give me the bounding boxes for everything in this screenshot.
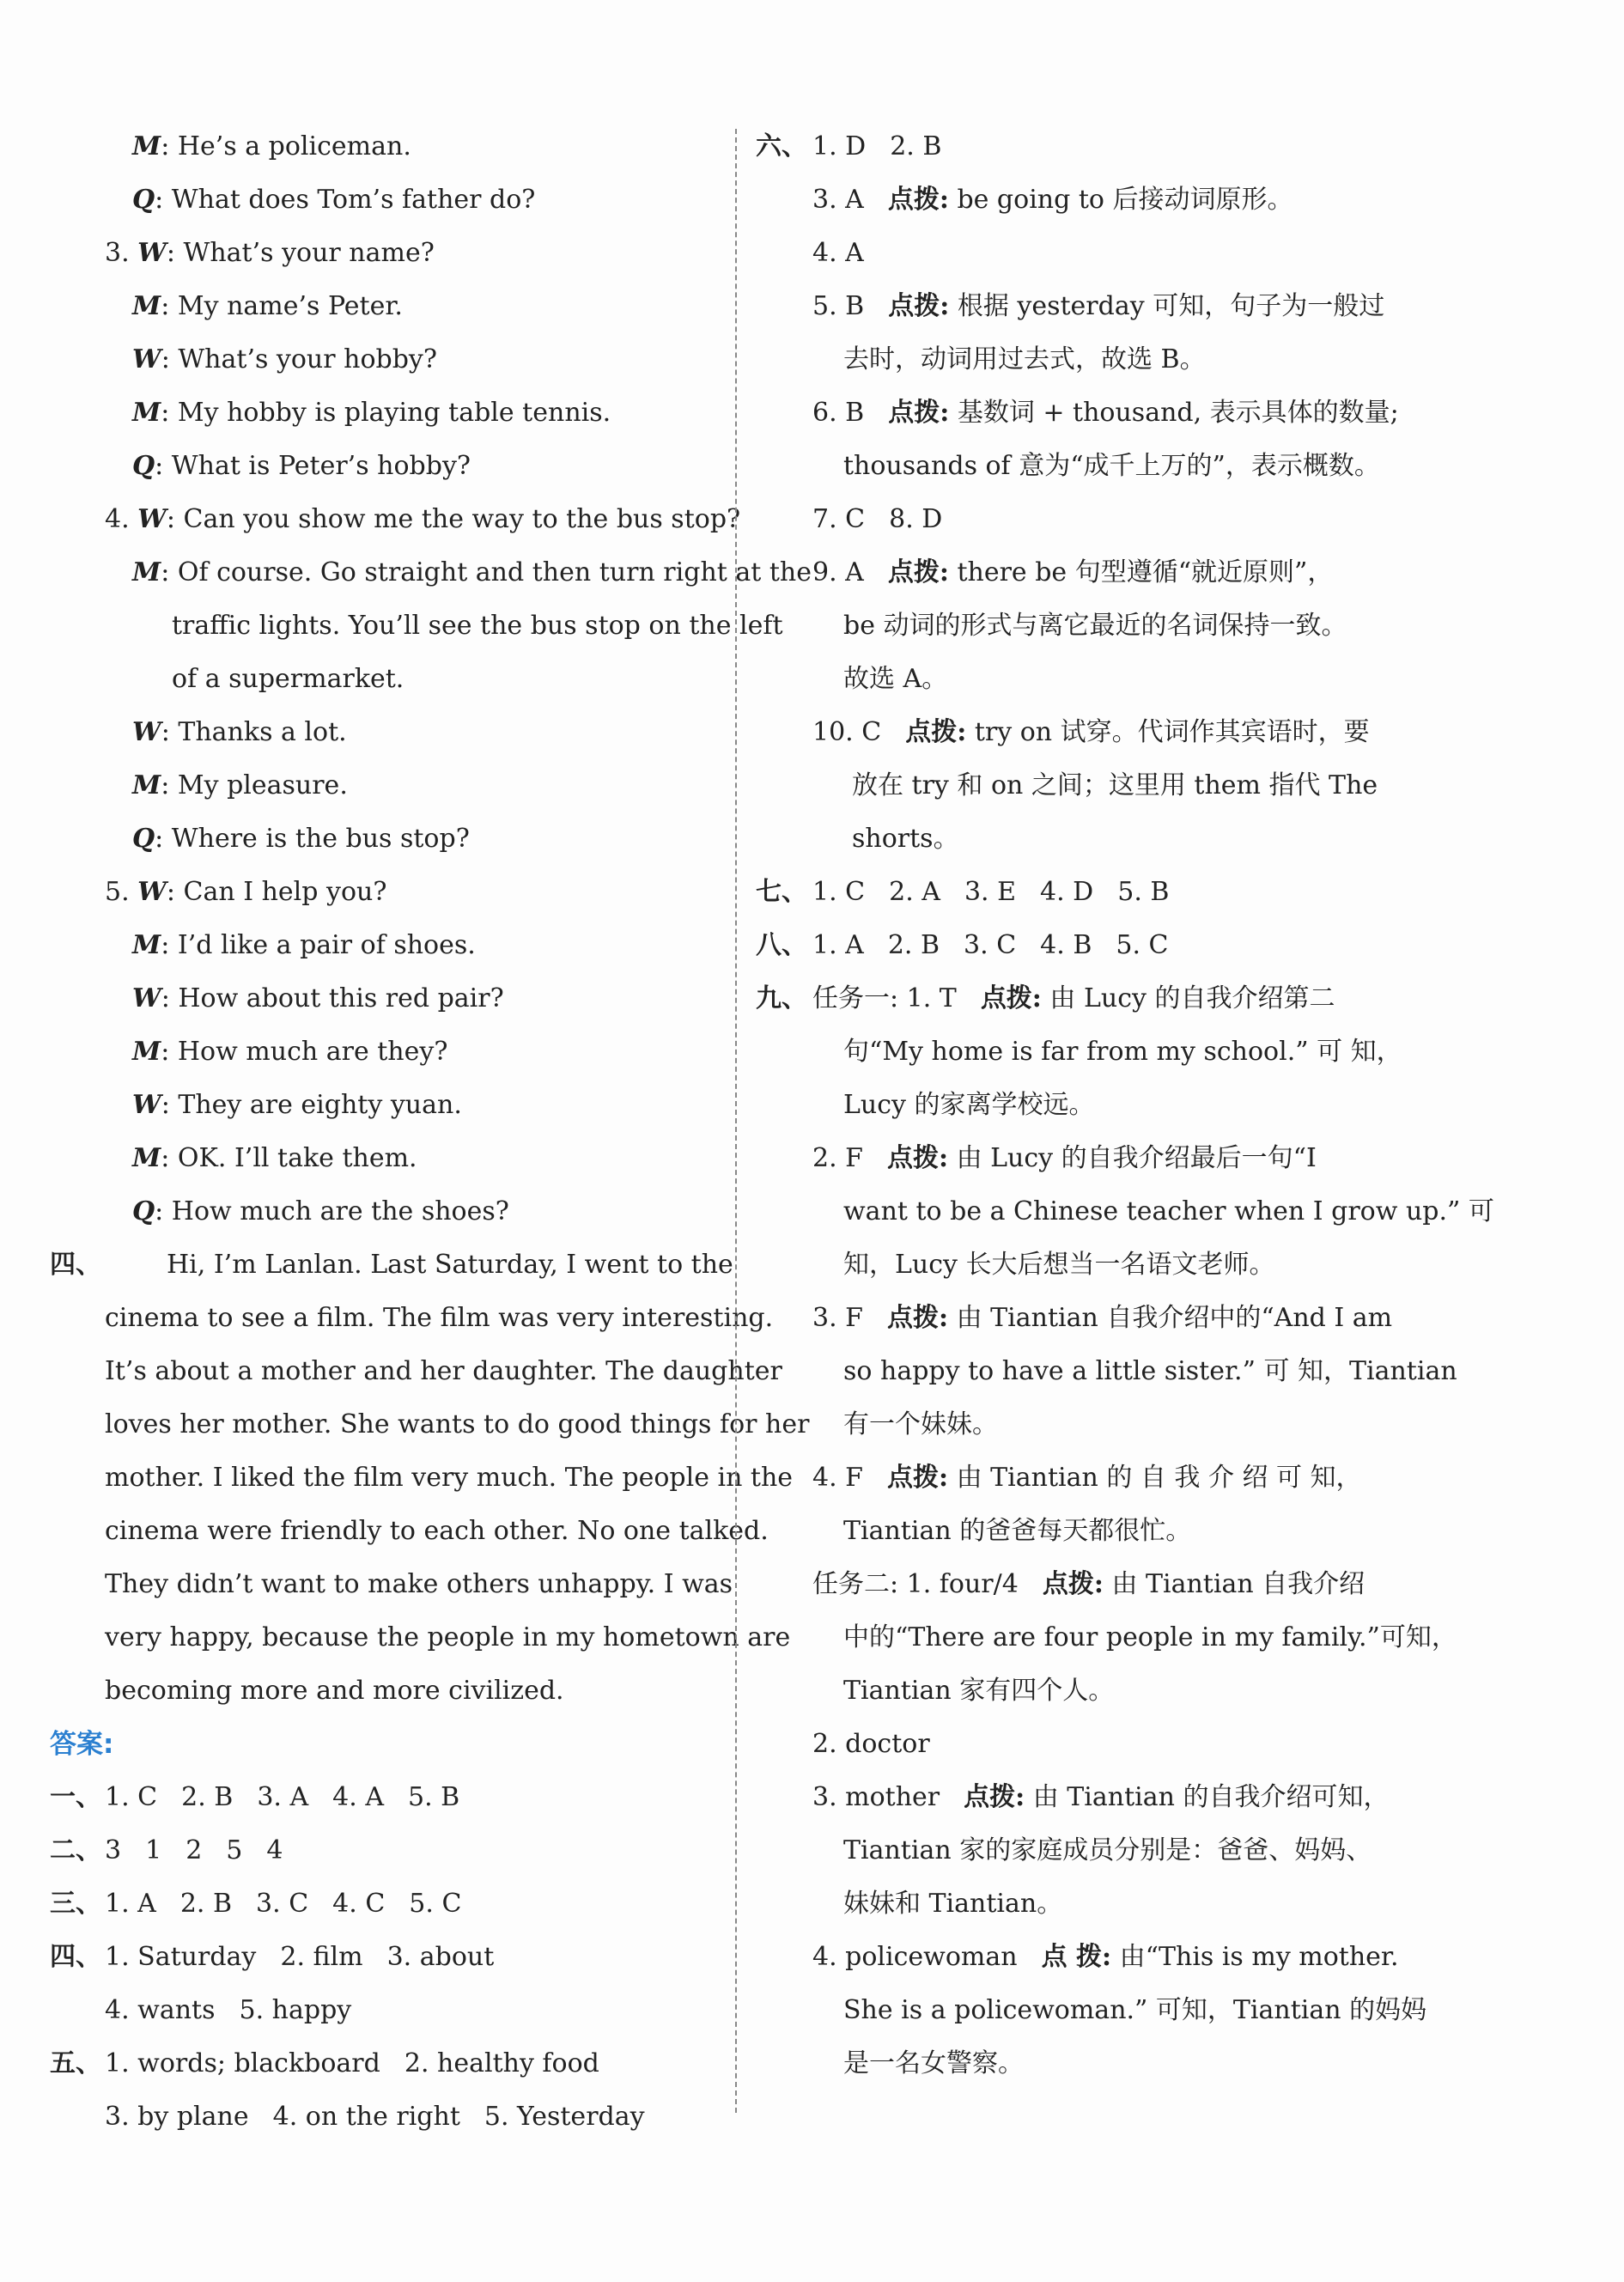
- explanation-line: [756, 919, 1434, 972]
- section-label: 六、: [756, 131, 807, 161]
- explanation-line: [756, 1345, 1457, 1398]
- explanation-text: 2. F: [812, 1143, 863, 1173]
- answer-item: 3: [105, 1835, 122, 1865]
- listening-transcript: [50, 120, 812, 1238]
- explanation-text: thousands of 意为“成千上万的”，表示概数。: [843, 451, 1380, 481]
- answer-item: 5. B: [408, 1782, 460, 1812]
- answer-item: 3. C: [256, 1889, 309, 1919]
- answer-item: 1. words; blackboard: [105, 2048, 380, 2078]
- dialog-text: : OK. I’ll take them.: [161, 1143, 417, 1173]
- answer-item: 1: [145, 1835, 162, 1865]
- explanation-text: 10. C: [812, 717, 882, 747]
- explanation-text: so happy to have a little sister.” 可 知，Tiantian: [843, 1356, 1457, 1386]
- answer-item: 5. Yesterday: [484, 2102, 645, 2132]
- passage-line: They didn’t want to make others unhappy. I was: [105, 1569, 733, 1599]
- explanation-line: [756, 173, 1434, 227]
- explanation-line: [756, 1238, 1434, 1292]
- dialog-text: : Can I help you?: [166, 877, 387, 907]
- hint-label: 点拨:: [905, 717, 967, 747]
- explanation-text: 3. mother: [812, 1782, 940, 1812]
- passage-line: Hi, I’m Lanlan. Last Saturday, I went to the: [167, 1250, 733, 1280]
- explanation-text: 3. C: [964, 930, 1017, 960]
- explanation-line: [756, 1292, 1434, 1345]
- dialog-line: [50, 919, 720, 972]
- speaker-label: Q: [132, 185, 155, 215]
- passage-line: mother. I liked the film very much. The people in the: [105, 1463, 794, 1493]
- dialog-line: [50, 280, 720, 333]
- explanation-text: 2. doctor: [812, 1729, 930, 1759]
- hint-label: 点 拨:: [1041, 1942, 1112, 1972]
- explanation-text: 任务一: 1. T: [812, 983, 957, 1013]
- explanation-text: 9. A: [812, 557, 864, 587]
- dialog-line: [50, 599, 783, 653]
- section-4-label: 四、: [50, 1250, 101, 1280]
- dialog-text: : What’s your hobby?: [161, 344, 437, 374]
- explanation-line: [756, 1771, 1434, 1824]
- explanation-text: 5. C: [1116, 930, 1169, 960]
- explanation-text: 有一个妹妹。: [843, 1409, 998, 1439]
- explanation-line: [756, 1451, 1434, 1505]
- explanation-text: 由 Lucy 的自我介绍最后一句“I: [948, 1143, 1317, 1173]
- right-column: [756, 120, 1494, 2090]
- explanation-text: 放在 try 和 on 之间；这里用 them 指代 The: [852, 770, 1378, 800]
- explanation-text: 中的“There are four people in my family.”可知，: [843, 1622, 1457, 1652]
- speaker-label: W: [137, 504, 167, 534]
- explanation-text: Tiantian 家的家庭成员分别是：爸爸、妈妈、: [843, 1835, 1372, 1865]
- explanation-text: 5. B: [812, 291, 865, 321]
- dialog-text: : Can you show me the way to the bus stop?: [166, 504, 741, 534]
- dialog-line: [50, 1185, 720, 1238]
- speaker-label: W: [132, 717, 161, 747]
- speaker-label: M: [132, 398, 161, 428]
- explanation-text: try on 试穿。代词作其宾语时，要: [966, 717, 1370, 747]
- speaker-label: Q: [132, 451, 155, 481]
- hint-label: 点拨:: [887, 185, 949, 215]
- speaker-label: W: [132, 983, 161, 1013]
- hint-label: 点拨:: [887, 557, 949, 587]
- item-number: 3.: [105, 238, 138, 268]
- explanation-text: 3. E: [964, 877, 1017, 907]
- explanation-text: 1. C: [812, 877, 866, 907]
- dialog-line: [50, 493, 741, 546]
- answer-item: 1. Saturday: [105, 1942, 257, 1972]
- explanation-line: [756, 1079, 1434, 1132]
- explanation-text: Tiantian 家有四个人。: [843, 1676, 1115, 1706]
- explanation-line: [756, 1877, 1434, 1931]
- dialog-line: [50, 812, 720, 866]
- explanation-text: She is a policewoman.” 可知，Tiantian 的妈妈: [843, 1995, 1427, 2025]
- dialog-line: [50, 653, 720, 706]
- answer-item: 5. happy: [239, 1995, 352, 2025]
- dialog-line: [50, 866, 720, 919]
- explanation-line: [756, 1558, 1434, 1611]
- answer-row: [50, 1931, 720, 1984]
- dialog-line: [50, 759, 720, 812]
- explanation-line: [756, 493, 1434, 546]
- answer-section-label: 三、: [50, 1889, 101, 1919]
- answer-item: 2. B: [181, 1782, 234, 1812]
- explanation-text: 由 Tiantian 的 自 我 介 绍 可 知，: [948, 1463, 1362, 1493]
- explanation-text: 由 Lucy 的自我介绍第二: [1041, 983, 1335, 1013]
- answer-row: [50, 2090, 720, 2144]
- dialog-line: [50, 227, 720, 280]
- answer-item: 1. A: [105, 1889, 156, 1919]
- dialog-line: [50, 120, 720, 173]
- answer-row: [50, 1984, 720, 2037]
- answer-section-label: 四、: [50, 1942, 101, 1972]
- explanation-text: 1. A: [812, 930, 864, 960]
- hint-label: 点拨:: [886, 1303, 949, 1333]
- speaker-label: M: [132, 770, 161, 800]
- passage-line: becoming more and more civilized.: [105, 1676, 564, 1706]
- answer-row: [50, 1824, 720, 1877]
- section-label: 九、: [756, 983, 807, 1013]
- answer-section-label: 二、: [50, 1835, 101, 1865]
- explanation-text: 5. B: [1117, 877, 1170, 907]
- dialog-text: : What is Peter’s hobby?: [155, 451, 471, 481]
- answer-item: 3. about: [386, 1942, 495, 1972]
- explanation-text: 3. A: [812, 185, 864, 215]
- explanation-text: 2. B: [890, 131, 942, 161]
- answer-item: 2. film: [280, 1942, 363, 1972]
- speaker-label: M: [132, 1037, 161, 1067]
- speaker-label: Q: [132, 824, 155, 854]
- dialog-text: : How much are the shoes?: [155, 1196, 509, 1226]
- dialog-line: [50, 1079, 720, 1132]
- explanation-line: [756, 440, 1434, 493]
- explanation-line: [756, 812, 1434, 866]
- explanation-line: [756, 653, 1434, 706]
- dialog-text: traffic lights. You’ll see the bus stop on the left: [172, 611, 783, 641]
- answer-item: 4. wants: [105, 1995, 216, 2025]
- explanation-text: 2. A: [889, 877, 940, 907]
- explanation-text: 3. F: [812, 1303, 863, 1333]
- left-column: [50, 120, 812, 2144]
- explanation-text: 4. policewoman: [812, 1942, 1018, 1972]
- answer-explanations: [756, 120, 1494, 2090]
- answer-item: 4: [266, 1835, 283, 1865]
- answer-row: [50, 1877, 720, 1931]
- answer-item: 1. C: [105, 1782, 158, 1812]
- explanation-text: Tiantian 的爸爸每天都很忙。: [843, 1516, 1192, 1546]
- dialog-text: : Thanks a lot.: [161, 717, 347, 747]
- answer-item: 2. B: [179, 1889, 233, 1919]
- explanation-line: [756, 280, 1434, 333]
- answer-item: 5. C: [409, 1889, 462, 1919]
- hint-label: 点拨:: [888, 291, 950, 321]
- explanation-text: 任务二: 1. four/4: [812, 1569, 1019, 1599]
- explanation-text: 2. B: [887, 930, 940, 960]
- explanation-line: [756, 386, 1434, 440]
- answers-title: 答案:: [50, 1729, 114, 1760]
- explanation-text: 由“This is my mother.: [1111, 1942, 1399, 1972]
- explanation-line: [756, 972, 1434, 1025]
- dialog-line: [50, 440, 720, 493]
- explanation-line: [756, 120, 1434, 173]
- explanation-text: 4. F: [812, 1463, 863, 1493]
- hint-label: 点拨:: [1042, 1569, 1104, 1599]
- explanation-text: 8. D: [889, 504, 943, 534]
- speaker-label: M: [132, 930, 161, 960]
- explanation-text: be 动词的形式与离它最近的名词保持一致。: [843, 611, 1347, 641]
- explanation-text: there be 句型遵循“就近原则”，: [948, 557, 1334, 587]
- speaker-label: W: [132, 344, 161, 374]
- dialog-text: : They are eighty yuan.: [161, 1090, 462, 1120]
- explanation-text: 1. D: [812, 131, 867, 161]
- explanation-line: [756, 1132, 1434, 1185]
- passage-line: cinema to see a film. The film was very interesting.: [105, 1303, 774, 1333]
- dialog-line: [50, 1132, 720, 1185]
- dialog-text: : How about this red pair?: [161, 983, 504, 1013]
- dialog-line: [50, 173, 720, 227]
- explanation-line: [756, 2037, 1434, 2090]
- dialog-text: : My hobby is playing table tennis.: [161, 398, 611, 428]
- explanation-text: Lucy 的家离学校远。: [843, 1090, 1095, 1120]
- dialog-text: : Where is the bus stop?: [155, 824, 470, 854]
- explanation-text: 由 Tiantian 的自我介绍可知，: [1025, 1782, 1390, 1812]
- explanation-line: [756, 1611, 1457, 1664]
- explanation-line: [756, 1824, 1434, 1877]
- dialog-line: [50, 706, 720, 759]
- speaker-label: W: [137, 877, 167, 907]
- explanation-text: 妹妹和 Tiantian。: [843, 1889, 1063, 1919]
- hint-label: 点拨:: [964, 1782, 1025, 1812]
- dialog-text: : He’s a policeman.: [161, 131, 411, 161]
- explanation-line: [756, 1185, 1494, 1238]
- answer-row: [50, 2037, 720, 2090]
- explanation-text: 基数词 + thousand, 表示具体的数量;: [949, 398, 1399, 428]
- explanation-text: 故选 A。: [843, 664, 948, 694]
- item-number: 4.: [105, 504, 138, 534]
- item-number: 5.: [105, 877, 138, 907]
- section-4-passage: [50, 1238, 810, 1718]
- explanation-line: [756, 706, 1434, 759]
- speaker-label: M: [132, 557, 161, 587]
- explanation-line: [756, 599, 1434, 653]
- answer-item: 5: [226, 1835, 243, 1865]
- explanation-text: 4. D: [1040, 877, 1094, 907]
- hint-label: 点拨:: [886, 1463, 949, 1493]
- section-label: 七、: [756, 877, 807, 907]
- explanation-text: 由 Tiantian 自我介绍: [1103, 1569, 1365, 1599]
- hint-label: 点拨:: [888, 398, 950, 428]
- answer-item: 3. by plane: [105, 2102, 249, 2132]
- explanation-line: [756, 1025, 1434, 1079]
- explanation-line: [756, 866, 1434, 919]
- answer-section-label: 一、: [50, 1782, 101, 1812]
- answers-list: [50, 1771, 720, 2144]
- answer-row: [50, 1771, 720, 1824]
- speaker-label: W: [132, 1090, 161, 1120]
- explanation-text: 根据 yesterday 可知，句子为一般过: [949, 291, 1385, 321]
- passage-line: cinema were friendly to each other. No one talked.: [105, 1516, 769, 1546]
- explanation-text: 是一名女警察。: [843, 2048, 1024, 2078]
- passage-line: very happy, because the people in my hometown are: [105, 1622, 791, 1652]
- answer-item: 2: [186, 1835, 203, 1865]
- explanation-line: [756, 1718, 1434, 1771]
- explanation-text: 由 Tiantian 自我介绍中的“And I am: [948, 1303, 1393, 1333]
- explanation-line: [756, 1664, 1434, 1718]
- explanation-text: shorts。: [852, 824, 959, 854]
- explanation-line: [756, 333, 1434, 386]
- explanation-line: [756, 1984, 1434, 2037]
- explanation-line: [756, 1931, 1434, 1984]
- explanation-text: 知，Lucy 长大后想当一名语文老师。: [843, 1250, 1275, 1280]
- dialog-line: [50, 333, 720, 386]
- explanation-text: 7. C: [812, 504, 866, 534]
- answer-item: 2. healthy food: [404, 2048, 599, 2078]
- answer-section-label: 五、: [50, 2048, 101, 2078]
- explanation-text: want to be a Chinese teacher when I grow up.” 可: [843, 1196, 1494, 1226]
- dialog-text: : My name’s Peter.: [161, 291, 403, 321]
- dialog-line: [50, 546, 812, 599]
- explanation-text: 6. B: [812, 398, 865, 428]
- speaker-label: M: [132, 131, 161, 161]
- dialog-text: : My pleasure.: [161, 770, 348, 800]
- speaker-label: Q: [132, 1196, 155, 1226]
- dialog-line: [50, 972, 720, 1025]
- explanation-text: 4. A: [812, 238, 864, 268]
- passage-line: loves her mother. She wants to do good things for her: [105, 1409, 810, 1439]
- explanation-text: be going to 后接动词原形。: [948, 185, 1293, 215]
- answer-item: 4. on the right: [272, 2102, 460, 2132]
- answer-item: 3. A: [257, 1782, 309, 1812]
- dialog-text: : Of course. Go straight and then turn right at the: [161, 557, 812, 587]
- dialog-text: : What does Tom’s father do?: [155, 185, 536, 215]
- passage-line: It’s about a mother and her daughter. The daughter: [105, 1356, 782, 1386]
- explanation-line: [756, 1505, 1434, 1558]
- dialog-text: : I’d like a pair of shoes.: [161, 930, 476, 960]
- answer-item: 4. C: [332, 1889, 386, 1919]
- dialog-line: [50, 386, 720, 440]
- dialog-text: of a supermarket.: [172, 664, 404, 694]
- speaker-label: W: [137, 238, 167, 268]
- hint-label: 点拨:: [980, 983, 1042, 1013]
- explanation-text: 4. B: [1040, 930, 1092, 960]
- column-divider: [735, 129, 737, 2113]
- hint-label: 点拨:: [886, 1143, 949, 1173]
- explanation-line: [756, 546, 1434, 599]
- dialog-line: [50, 1025, 720, 1079]
- answer-item: 4. A: [332, 1782, 384, 1812]
- explanation-line: [756, 1398, 1434, 1451]
- explanation-text: 去时，动词用过去式，故选 B。: [843, 344, 1206, 374]
- explanation-text: 句“My home is far from my school.” 可 知，: [843, 1037, 1402, 1067]
- dialog-text: : How much are they?: [161, 1037, 448, 1067]
- speaker-label: M: [132, 291, 161, 321]
- speaker-label: M: [132, 1143, 161, 1173]
- explanation-line: [756, 759, 1434, 812]
- section-label: 八、: [756, 930, 807, 960]
- dialog-text: : What’s your name?: [166, 238, 435, 268]
- explanation-line: [756, 227, 1434, 280]
